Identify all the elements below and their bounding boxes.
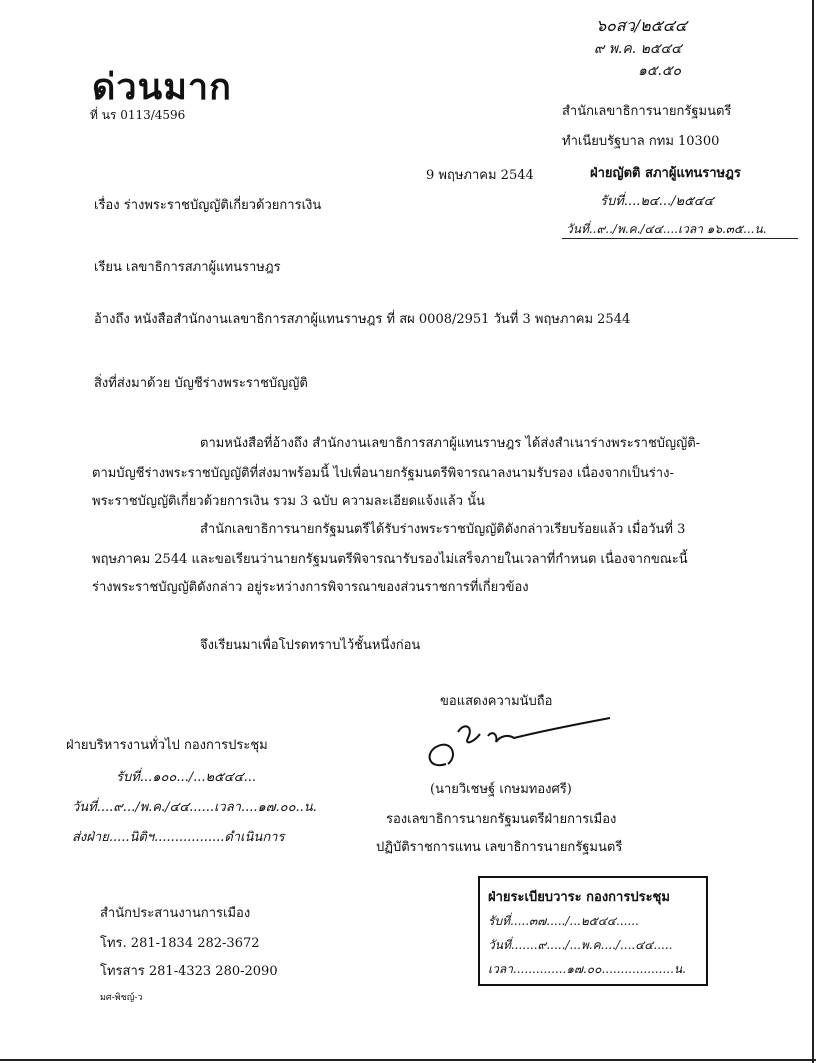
- receive-stamp-3: [478, 876, 708, 986]
- body-p2-line3: ร่างพระราชบัญญัติดังกล่าว อยู่ระหว่างการพิจารณาของส่วนราชการที่เกี่ยวข้อง: [92, 580, 529, 595]
- stamp3-received: รับที่.....๓๗...../...๒๕๔๔......: [488, 914, 639, 928]
- signer-position2: ปฏิบัติราชการแทน เลขาธิการนายกรัฐมนตรี: [376, 840, 623, 855]
- urgency-heading: ด่วนมาก: [92, 67, 232, 108]
- stamp3-time: เวลา..............๑๗.๐๐...................น.: [488, 962, 686, 976]
- salutation: เรียน เลขาธิการสภาผู้แทนราษฎร: [94, 260, 281, 275]
- reference: อ้างถึง หนังสือสำนักงานเลขาธิการสภาผู้แทนราษฎร ที่ สผ 0008/2951 วันที่ 3 พฤษภาคม 2544: [94, 312, 631, 327]
- footer-office: สำนักประสานงานการเมือง: [100, 906, 251, 921]
- footer-fax: โทรสาร 281-4323 280-2090: [100, 964, 278, 979]
- subject: เรื่อง ร่างพระราชบัญญัติเกี่ยวด้วยการเงิน: [94, 198, 322, 213]
- scan-edge-right: [812, 0, 814, 1063]
- enclosure: สิ่งที่ส่งมาด้วย บัญชีร่างพระราชบัญญัติ: [94, 376, 308, 391]
- signer-position1: รองเลขาธิการนายกรัฐมนตรีฝ่ายการเมือง: [386, 812, 617, 827]
- signature-scribble: [418, 712, 618, 772]
- top-stamp-line1: ๖๐สว/๒๕๔๔: [596, 16, 687, 35]
- stamp2-date: วันที่....๙.../พ.ค./๔๔......เวลา....๑๗.๐๐..น.: [72, 800, 317, 815]
- footer-phone: โทร. 281-1834 282-3672: [100, 936, 260, 951]
- scan-edge-bottom: [0, 1059, 816, 1061]
- body-p3: จึงเรียนมาเพื่อโปรดทราบไว้ชั้นหนึ่งก่อน: [200, 638, 421, 653]
- stamp1-title: ฝ่ายญัตติ สภาผู้แทนราษฎร: [590, 166, 741, 181]
- receive-stamp-2: [66, 730, 356, 860]
- stamp1-received: รับที่....๒๔.../๒๕๔๔: [600, 194, 714, 209]
- body-p2-line1: สำนักเลขาธิการนายกรัฐมนตรีได้รับร่างพระราชบัญญัติดังกล่าวเรียบร้อยแล้ว เมื่อวันที่ 3: [200, 522, 686, 537]
- closing: ขอแสดงความนับถือ: [440, 694, 553, 709]
- body-p1-line3: พระราชบัญญัติเกี่ยวด้วยการเงิน รวม 3 ฉบับ ความละเอียดแจ้งแล้ว นั้น: [92, 494, 485, 509]
- stamp2-received: รับที่...๑๐๐.../...๒๕๔๔...: [116, 770, 256, 785]
- letter-date: 9 พฤษภาคม 2544: [426, 168, 534, 183]
- top-receipt-stamp: [588, 10, 788, 80]
- footer-initials: มศ-พิชญ์-ว: [100, 993, 143, 1003]
- doc-number: ที่ นร 0113/4596: [90, 108, 186, 122]
- signer-name: (นายวิเชษฐ์ เกษมทองศรี): [430, 782, 572, 797]
- body-p1-line2: ตามบัญชีร่างพระราชบัญญัติที่ส่งมาพร้อมนี้ ไปเพื่อนายกรัฐมนตรีพิจารณาลงนามรับรอง เนื่องจากเป็นร่าง-: [92, 466, 674, 481]
- top-stamp-line2: ๙ พ.ค. ๒๕๔๔: [594, 41, 682, 57]
- sender-line2: ทำเนียบรัฐบาล กทม 10300: [562, 134, 720, 149]
- stamp1-date: วันที่..๙../พ.ค./๔๔....เวลา ๑๖.๓๕...น.: [566, 222, 767, 236]
- body-p1-line1: ตามหนังสือที่อ้างถึง สำนักงานเลขาธิการสภาผู้แทนราษฎร ได้ส่งสำเนาร่างพระราชบัญญัติ-: [200, 436, 701, 451]
- sender-line1: สำนักเลขาธิการนายกรัฐมนตรี: [562, 104, 732, 119]
- body-p2-line2: พฤษภาคม 2544 และขอเรียนว่านายกรัฐมนตรีพิจารณารับรองไม่เสร็จภายในเวลาที่กำหนด เนื่องจากขณะนี้: [92, 552, 688, 567]
- top-stamp-line3: ๑๕.๕๐: [638, 63, 682, 79]
- stamp3-title: ฝ่ายระเบียบวาระ กองการประชุม: [488, 890, 670, 905]
- stamp1-bracket: [562, 238, 798, 239]
- stamp3-date: วันที่.......๙...../...พ.ค..../....๔๔.....: [488, 938, 673, 952]
- stamp2-title: ฝ่ายบริหารงานทั่วไป กองการประชุม: [66, 738, 268, 753]
- stamp2-forward: ส่งฝ่าย.....นิติฯ.................ดำเนินการ: [72, 830, 285, 845]
- receive-stamp-1: [560, 160, 810, 250]
